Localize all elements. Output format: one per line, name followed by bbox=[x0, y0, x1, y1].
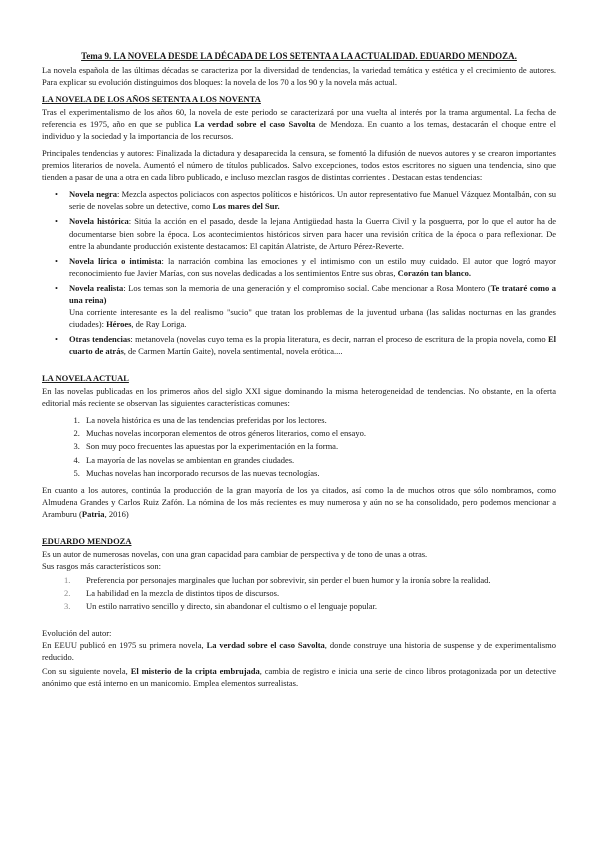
tendencies-list bbox=[42, 188, 556, 357]
document-page bbox=[42, 50, 556, 695]
list-item: • Novela histórica: Sitúa la acción en el pasado, desde la lejana Antigüedad hasta la Guerra Civil y la posguerra, por lo que el autor ha de documentarse bien sobre la época. Los acontecimientos históricos sirven para hacer una revisión crítica de la época o para reflexionar. De entre la abundante producción existente destacamos: El capitán Alatriste, de Arturo Pérez-Reverte. bbox=[69, 215, 556, 251]
list-item: 1. Preferencia por personajes marginales que luchan por sobrevivir, sin perder el buen humor y la ironía sobre la realidad. bbox=[82, 574, 556, 586]
list-item: 3. Un estilo narrativo sencillo y directo, sin abandonar el cultismo o el lenguaje popular. bbox=[82, 600, 556, 612]
list-item: 4. La mayoría de las novelas se ambientan en grandes ciudades. bbox=[82, 454, 556, 466]
list-item: 2. Muchas novelas incorporan elementos de otros géneros literarios, como el ensayo. bbox=[82, 427, 556, 439]
intro-paragraph: La novela española de las últimas décadas se caracteriza por la diversidad de tendencias, la variedad temática y estética y el crecimiento de autores. Para explicar su evolución distinguimos dos bloques: la novela de los 70 a los 90 y la novela más actual. bbox=[42, 64, 556, 87]
list-item: 5. Muchas novelas han incorporado recursos de las nuevas tecnologías. bbox=[82, 467, 556, 479]
evolution-label: Evolución del autor: bbox=[42, 628, 112, 639]
section3-paragraph-1: Es un autor de numerosas novelas, con una gran capacidad para cambiar de perspectiva y de tono de unas a otras. bbox=[42, 548, 428, 559]
section2-paragraph-1: En las novelas publicadas en los primeros años del siglo XXI sigue dominando la misma heterogeneidad de tendencias. No obstante, en la oferta editorial más reciente se observan las siguientes características comunes: bbox=[42, 386, 556, 409]
list-item: • Novela realista: Los temas son la memoria de una generación y el compromiso social. Cabe mencionar a Rosa Montero (Te trataré como a una reina) Una corriente interesante es la del realismo "sucio" que tratan los problemas de la juventud urbana (las salidas nocturnas en las grandes ciudades): Héroes, de Ray Loriga. bbox=[69, 282, 556, 330]
list-item: 3. Son muy poco frecuentes las apuestas por la experimentación en la forma. bbox=[82, 440, 556, 452]
traits-list bbox=[42, 574, 556, 612]
list-item: • Novela lírica o intimista: la narración combina las emociones y el intimismo con un estilo muy cuidado. El autor que logró mayor reconocimiento fue Javier Marías, con sus novelas dedicadas a los sentimientos Entre sus obras, Corazón tan blanco. bbox=[69, 255, 556, 279]
section3-paragraph-4: Con su siguiente novela, El misterio de la cripta embrujada, cambia de registro e inicia una serie de cinco libros protagonizada por un detective anónimo que está interno en un manicomio. Emplea elementos surrealistas. bbox=[42, 666, 556, 689]
document-title: Tema 9. LA NOVELA DESDE LA DÉCADA DE LOS SETENTA A LA ACTUALIDAD. EDUARDO MENDOZA. bbox=[81, 51, 517, 61]
section-heading-eduardo-mendoza: EDUARDO MENDOZA bbox=[42, 535, 132, 546]
section3-paragraph-3: En EEUU publicó en 1975 su primera novela, La verdad sobre el caso Savolta, donde construye una historia de suspense y de experimentalismo reducido. bbox=[42, 640, 556, 663]
list-item: 2. La habilidad en la mezcla de distintos tipos de discursos. bbox=[82, 587, 556, 599]
section2-paragraph-2: En cuanto a los autores, continúa la producción de la gran mayoría de los ya citados, así como la de muchos otros que sólo nombramos, como Almudena Grandes y Carlos Ruiz Zafón. La nómina de los más recientes es muy numerosa y aún no se ha consolidado, pero podemos mencionar a Aramburu (Patria, 2016) bbox=[42, 484, 556, 519]
characteristics-list bbox=[42, 414, 556, 478]
list-item: 1. La novela histórica es una de las tendencias preferidas por los lectores. bbox=[82, 414, 556, 426]
list-item: • Otras tendencias: metanovela (novelas cuyo tema es la propia literatura, es decir, narran el proceso de escritura de la propia novela, como El cuarto de atrás, de Carmen Martín Gaite), novela sentimental, novela erótica.... bbox=[69, 333, 556, 357]
section-heading-70s-90s: LA NOVELA DE LOS AÑOS SETENTA A LOS NOVENTA bbox=[42, 93, 261, 104]
list-item: • Novela negra: Mezcla aspectos policiacos con aspectos políticos e históricos. Un autor representativo fue Manuel Vázquez Montalbán, con su serie de novelas sobre un detective, como Los mares del Sur. bbox=[69, 188, 556, 212]
section1-paragraph-2: Principales tendencias y autores: Finalizada la dictadura y desaparecida la censura, se fomentó la difusión de nuevos autores y se crearon importantes premios literarios de novela. Aumentó el número de títulos publicados. Salvo excepciones, todos estos escritores no siguen una tendencia, sino que tienden a pasar de una a otra en cada libro publicado, e incluso mezclan rasgos de distintas corrientes . Destacan estas tendencias: bbox=[42, 148, 556, 183]
section-heading-current-novel: LA NOVELA ACTUAL bbox=[42, 373, 129, 384]
section3-paragraph-2: Sus rasgos más característicos son: bbox=[42, 560, 161, 571]
section1-paragraph-1: Tras el experimentalismo de los años 60, la novela de este periodo se caracterizará por una vuelta al interés por la trama argumental. La fecha de referencia es 1975, año en que se publica La verdad sobre el caso Savolta de Mendoza. En cuanto a los temas, destacarán el choque entre el individuo y la sociedad y la importancia de los recursos. bbox=[42, 106, 556, 142]
